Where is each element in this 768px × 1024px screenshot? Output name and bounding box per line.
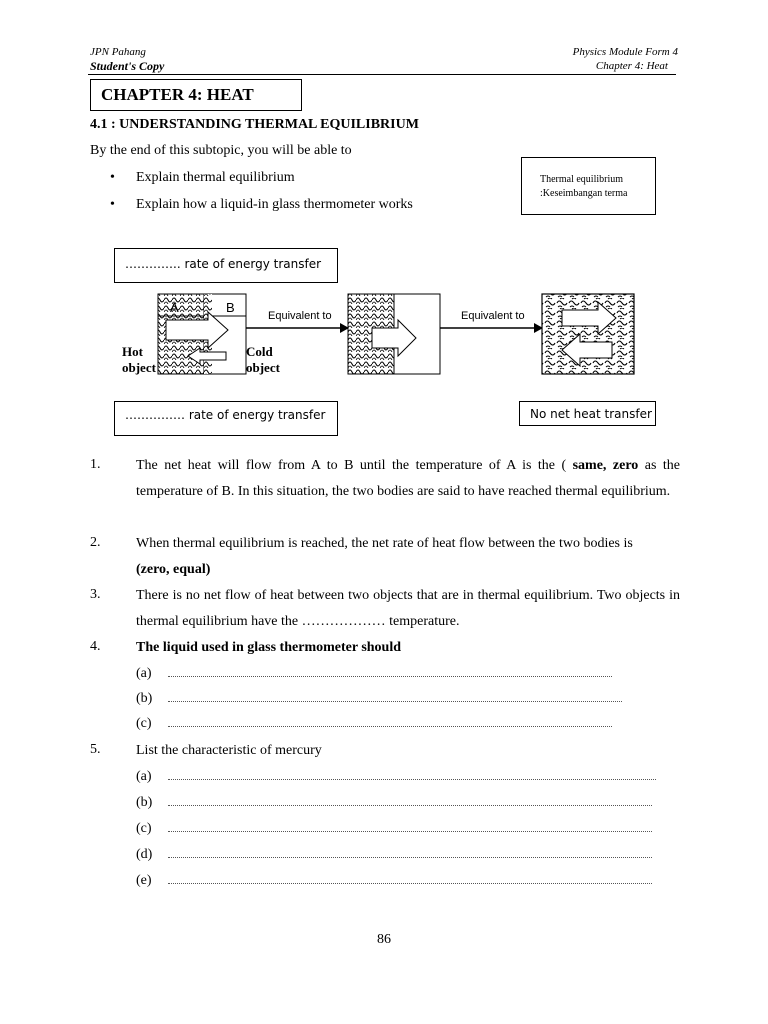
answer-label: (d)	[136, 847, 153, 862]
diagram-equilibrium-blocks	[542, 294, 634, 374]
note-line-1: Thermal equilibrium	[540, 174, 624, 185]
answer-line[interactable]	[168, 779, 656, 780]
question-5: List the characteristic of mercury	[136, 743, 322, 758]
answer-line[interactable]	[168, 883, 652, 884]
equivalent-label-2: Equivalent to	[461, 310, 525, 322]
answer-label: (c)	[136, 716, 152, 731]
header-rule	[88, 74, 676, 75]
note-line-2: :Keseimbangan terma	[540, 188, 628, 199]
page-number: 86	[377, 932, 391, 947]
answer-label: (c)	[136, 821, 152, 836]
thermal-equilibrium-diagram	[100, 288, 660, 388]
question-number: 2.	[90, 535, 101, 550]
intro-text: By the end of this subtopic, you will be able to	[90, 143, 352, 158]
answer-line[interactable]	[168, 831, 652, 832]
vocabulary-note	[521, 157, 656, 215]
cold-object-label: Cold object	[246, 344, 280, 375]
answer-label: (e)	[136, 873, 152, 888]
chapter-title: CHAPTER 4: HEAT	[90, 79, 302, 111]
bottom-rate-box: …………… rate of energy transfer	[114, 401, 338, 436]
top-rate-box: ………….. rate of energy transfer	[114, 248, 338, 283]
answer-line[interactable]	[168, 676, 612, 677]
diagram-middle-blocks	[348, 294, 440, 374]
question-4: The liquid used in glass thermometer should	[136, 640, 402, 655]
question-number: 3.	[90, 587, 101, 602]
hot-object-label: Hot object	[122, 344, 156, 375]
header-left-copy: Student's Copy	[90, 59, 165, 73]
no-net-transfer-box: No net heat transfer	[519, 401, 656, 426]
question-number: 1.	[90, 457, 101, 472]
objective-text: Explain how a liquid-in glass thermometer works	[136, 197, 413, 212]
objective-text: Explain thermal equilibrium	[136, 170, 295, 185]
label-a: A	[170, 300, 179, 315]
objective-item: • Explain thermal equilibrium	[110, 170, 295, 185]
answer-label: (a)	[136, 666, 152, 681]
header-right-chapter: Chapter 4: Heat	[595, 60, 668, 72]
question-3: There is no net flow of heat between two objects that are in thermal equilibrium. Two objects in thermal equilibrium have the ……………… temperature.	[136, 588, 680, 629]
answer-label: (b)	[136, 691, 153, 706]
answer-line[interactable]	[168, 726, 612, 727]
answer-line[interactable]	[168, 701, 622, 702]
answer-line[interactable]	[168, 857, 652, 858]
header-right-module: Physics Module Form 4	[572, 46, 678, 58]
header-left-org: JPN Pahang	[90, 46, 146, 58]
answer-label: (b)	[136, 795, 153, 810]
section-title: 4.1 : UNDERSTANDING THERMAL EQUILIBRIUM	[90, 117, 419, 132]
question-number: 4.	[90, 639, 101, 654]
answer-label: (a)	[136, 769, 152, 784]
objective-item: • Explain how a liquid-in glass thermometer works	[110, 197, 413, 212]
question-2: When thermal equilibrium is reached, the net rate of heat flow between the two bodies is (zero, equal)	[136, 536, 633, 577]
equivalent-label-1: Equivalent to	[268, 310, 332, 322]
label-b: B	[226, 300, 235, 315]
question-number: 5.	[90, 742, 101, 757]
question-1: The net heat will flow from A to B until the temperature of A is the ( same, zero as the temperature of B. In this situation, the two bodies are said to have reached thermal equilibrium.	[136, 458, 681, 499]
answer-line[interactable]	[168, 805, 652, 806]
